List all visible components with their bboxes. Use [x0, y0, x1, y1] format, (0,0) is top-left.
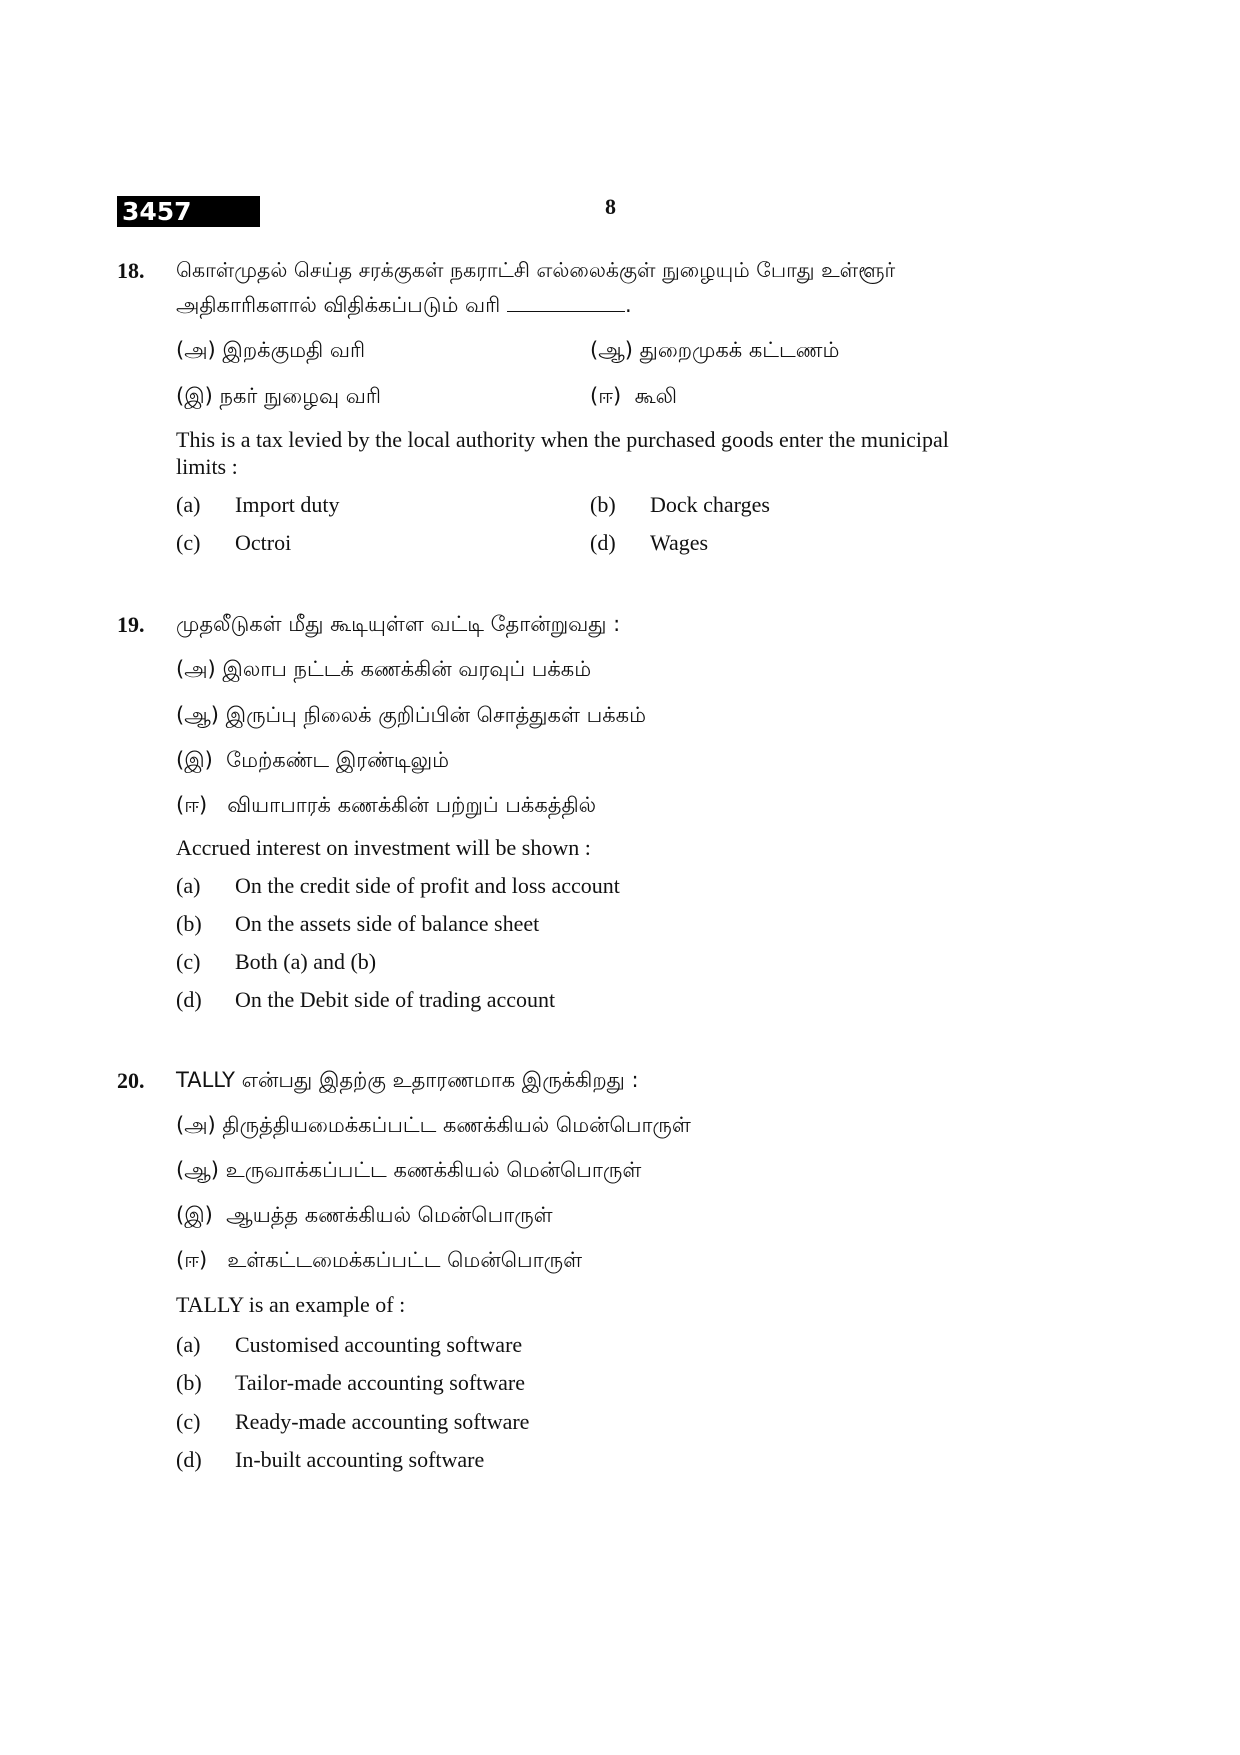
option-label: (d): [176, 987, 202, 1012]
option-text: Customised accounting software: [235, 1332, 523, 1357]
option-label: (b): [590, 492, 616, 517]
option-label: (b): [176, 1370, 202, 1395]
question-tamil-text: [176, 293, 632, 320]
question-tamil-text: முதலீடுகள் மீது கூடியுள்ள வட்டி தோன்றுவது :: [176, 612, 621, 636]
question-number: 20.: [117, 1068, 145, 1093]
tamil-option: (ஈ) உள்கட்டமைக்கப்பட்ட மென்பொருள்: [176, 1248, 583, 1272]
option-text: In-built accounting software: [235, 1447, 485, 1472]
page-number: 8: [605, 194, 616, 219]
option-text: Both (a) and (b): [235, 949, 377, 974]
option-text: Octroi: [235, 530, 292, 555]
tamil-option: (அ) திருத்தியமைக்கப்பட்ட கணக்கியல் மென்பொருள்: [176, 1113, 691, 1137]
option-label: (d): [176, 1447, 202, 1472]
tamil-option: (அ) இலாப நட்டக் கணக்கின் வரவுப் பக்கம்: [176, 657, 592, 681]
tamil-text-end: .: [624, 293, 632, 317]
option-text: Wages: [650, 530, 709, 555]
paper-code-badge: 3457 (NS): [117, 196, 260, 227]
option-label: (a): [176, 1332, 201, 1357]
answer-blank: [507, 293, 625, 312]
question-number: 19.: [117, 612, 145, 637]
question-tamil-text: TALLY என்பது இதற்கு உதாரணமாக இருக்கிறது :: [176, 1068, 639, 1092]
question-english-text: Accrued interest on investment will be shown :: [176, 835, 591, 860]
tamil-option: (ஆ) உருவாக்கப்பட்ட கணக்கியல் மென்பொருள்: [176, 1158, 642, 1182]
option-text: Ready-made accounting software: [235, 1409, 530, 1434]
option-text: On the assets side of balance sheet: [235, 911, 540, 936]
question-number: 18.: [117, 258, 145, 283]
option-label: (c): [176, 1409, 201, 1434]
option-label: (a): [176, 873, 201, 898]
tamil-option: (ஆ) துறைமுகக் கட்டணம்: [590, 338, 840, 362]
tamil-option: (அ) இறக்குமதி வரி: [176, 338, 366, 362]
tamil-option: (இ) ஆயத்த கணக்கியல் மென்பொருள்: [176, 1203, 553, 1227]
option-text: Dock charges: [650, 492, 770, 517]
tamil-option: (இ) நகர் நுழைவு வரி: [176, 384, 381, 408]
tamil-option: (ஈ) வியாபாரக் கணக்கின் பற்றுப் பக்கத்தில்: [176, 793, 597, 817]
option-text: On the credit side of profit and loss account: [235, 873, 620, 898]
tamil-text-line: அதிகாரிகளால் விதிக்கப்படும் வரி: [176, 293, 501, 317]
question-english-text: limits :: [176, 454, 238, 479]
question-tamil-text: கொள்முதல் செய்த சரக்குகள் நகராட்சி எல்லைக்குள் நுழையும் போது உள்ளூர்: [176, 258, 896, 282]
option-label: (a): [176, 492, 201, 517]
tamil-option: (ஈ) கூலி: [590, 384, 678, 408]
option-text: On the Debit side of trading account: [235, 987, 556, 1012]
option-label: (c): [176, 949, 201, 974]
question-english-text: This is a tax levied by the local authority when the purchased goods enter the municipal: [176, 427, 949, 452]
option-text: Import duty: [235, 492, 340, 517]
tamil-option: (இ) மேற்கண்ட இரண்டிலும்: [176, 748, 450, 772]
option-label: (c): [176, 530, 201, 555]
tamil-option: (ஆ) இருப்பு நிலைக் குறிப்பின் சொத்துகள் பக்கம்: [176, 703, 646, 727]
option-label: (d): [590, 530, 616, 555]
question-english-text: TALLY is an example of :: [176, 1292, 406, 1317]
option-label: (b): [176, 911, 202, 936]
option-text: Tailor-made accounting software: [235, 1370, 526, 1395]
